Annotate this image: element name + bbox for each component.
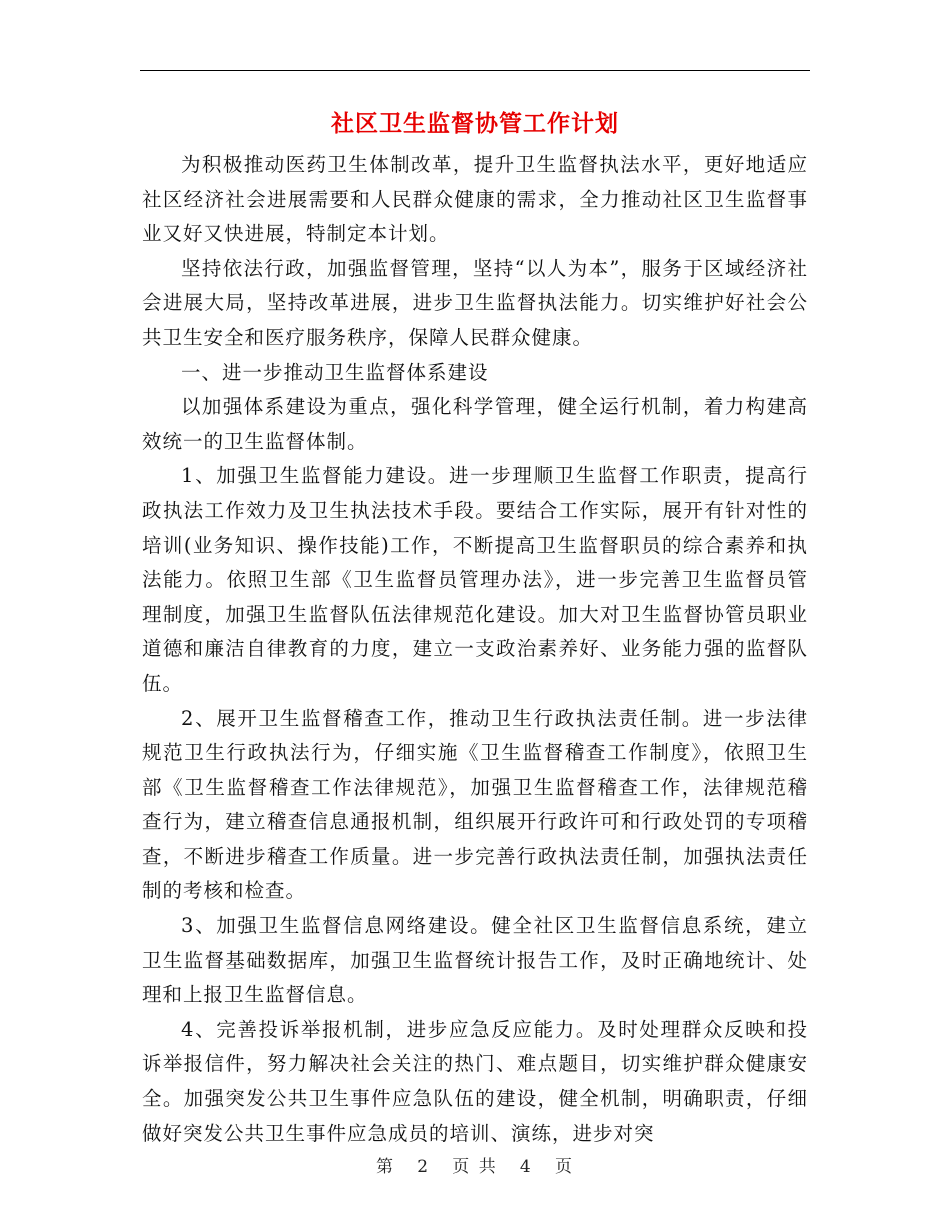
- paragraph-item-2: 2、展开卫生监督稽查工作，推动卫生行政执法责任制。进一步法律规范卫生行政执法行为，仔细实施《卫生监督稽查工作制度》，依照卫生部《卫生监督稽查工作法律规范》，加强卫生监督稽查工作，法律规范稽查行为，建立稽查信息通报机制，组织展开行政许可和行政处罚的专项稽查，不断进步稽查工作质量。进一步完善行政执法责任制，加强执法责任制的考核和检查。: [142, 706, 808, 903]
- footer-prefix: 第: [376, 1157, 396, 1177]
- page-footer: [0, 1152, 950, 1177]
- footer-total-pages: 4: [519, 1157, 533, 1177]
- footer-page-number: 2: [417, 1157, 431, 1177]
- footer-suffix: 页: [554, 1157, 574, 1177]
- header-rule: [140, 70, 810, 71]
- paragraph-intro: 为积极推动医药卫生体制改革，提升卫生监督执法水平，更好地适应社区经济社会进展需要和人民群众健康的需求，全力推动社区卫生监督事业又好又快进展，特制定本计划。: [142, 153, 808, 246]
- document-body: [142, 148, 808, 1151]
- footer-middle: 页 共: [452, 1157, 498, 1177]
- section-heading-1: 一、进一步推动卫生监督体系建设: [181, 360, 489, 384]
- paragraph-principle: 坚持依法行政，加强监督管理，坚持“以人为本”，服务于区域经济社会进展大局，坚持改革进展，进步卫生监督执法能力。切实维护好社会公共卫生安全和医疗服务秩序，保障人民群众健康。: [142, 256, 808, 349]
- paragraph-item-4: 4、完善投诉举报机制，进步应急反应能力。及时处理群众反映和投诉举报信件，努力解决社会关注的热门、难点题目，切实维护群众健康安全。加强突发公共卫生事件应急队伍的建设，健全机制，明确职责，仔细做好突发公共卫生事件应急成员的培训、演练，进步对突: [142, 1017, 808, 1145]
- paragraph-item-3: 3、加强卫生监督信息网络建设。健全社区卫生监督信息系统，建立卫生监督基础数据库，加强卫生监督统计报告工作，及时正确地统计、处理和上报卫生监督信息。: [142, 914, 808, 1007]
- paragraph-item-1: 1、加强卫生监督能力建设。进一步理顺卫生监督工作职责，提高行政执法工作效力及卫生执法技术手段。要结合工作实际，展开有针对性的培训(业务知识、操作技能)工作，不断提高卫生监督职员的综合素养和执法能力。依照卫生部《卫生监督员管理办法》，进一步完善卫生监督员管理制度，加强卫生监督队伍法律规范化建设。加大对卫生监督协管员职业道德和廉洁自律教育的力度，建立一支政治素养好、业务能力强的监督队伍。: [142, 464, 808, 695]
- document-title: 社区卫生监督协管工作计划: [331, 110, 619, 137]
- paragraph-section-1-intro: 以加强体系建设为重点，强化科学管理，健全运行机制，着力构建高效统一的卫生监督体制。: [142, 395, 808, 453]
